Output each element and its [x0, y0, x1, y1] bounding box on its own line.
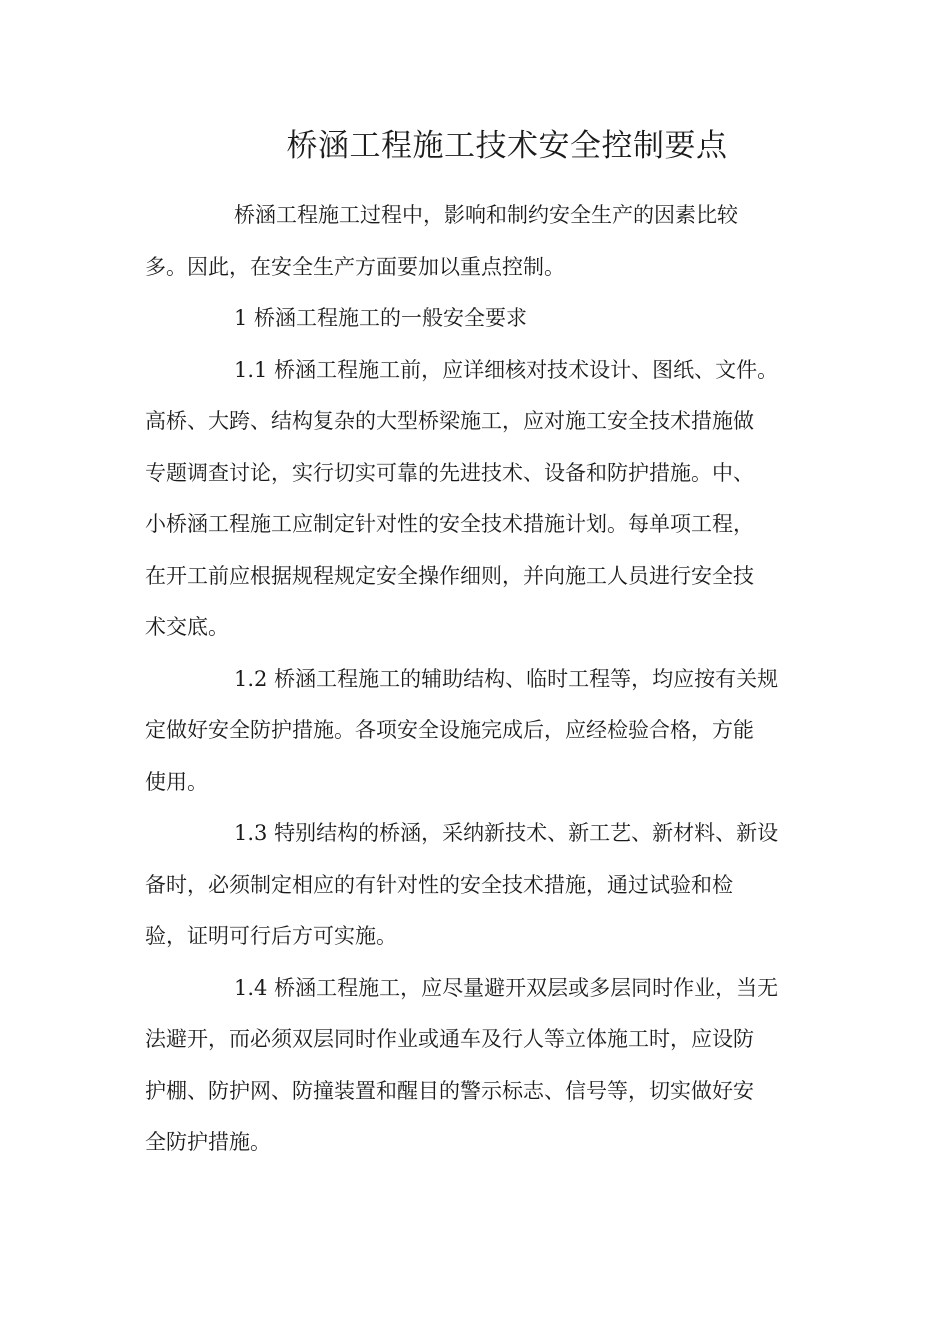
- paragraph-line: 验，证明可行后方可实施。: [145, 924, 397, 948]
- paragraph-line: 备时，必须制定相应的有针对性的安全技术措施，通过试验和检: [145, 873, 733, 897]
- paragraph-line: 1.3 特别结构的桥涵，采纳新技术、新工艺、新材料、新设: [234, 821, 779, 845]
- paragraph-line: 在开工前应根据规程规定安全操作细则，并向施工人员进行安全技: [145, 564, 754, 588]
- paragraph-line: 法避开，而必须双层同时作业或通车及行人等立体施工时，应设防: [145, 1027, 754, 1051]
- paragraph-line: 使用。: [145, 770, 208, 794]
- section-heading: 1 桥涵工程施工的一般安全要求: [234, 306, 528, 330]
- paragraph-line: 专题调查讨论，实行切实可靠的先进技术、设备和防护措施。中、: [145, 461, 754, 485]
- paragraph-line: 多。因此，在安全生产方面要加以重点控制。: [145, 255, 565, 279]
- paragraph-line: 定做好安全防护措施。各项安全设施完成后，应经检验合格，方能: [145, 718, 754, 742]
- paragraph-line: 术交底。: [145, 615, 229, 639]
- paragraph-line: 高桥、大跨、结构复杂的大型桥梁施工，应对施工安全技术措施做: [145, 409, 754, 433]
- paragraph-line: 1.1 桥涵工程施工前，应详细核对技术设计、图纸、文件。: [234, 358, 779, 382]
- paragraph-line: 1.2 桥涵工程施工的辅助结构、临时工程等，均应按有关规: [234, 667, 779, 691]
- paragraph-line: 全防护措施。: [145, 1130, 271, 1154]
- paragraph-line: 小桥涵工程施工应制定针对性的安全技术措施计划。每单项工程，: [145, 512, 754, 536]
- paragraph-line: 1.4 桥涵工程施工，应尽量避开双层或多层同时作业，当无: [234, 976, 779, 1000]
- document-title: 桥涵工程施工技术安全控制要点: [286, 128, 728, 164]
- paragraph-line: 护棚、防护网、防撞装置和醒目的警示标志、信号等，切实做好安: [145, 1079, 754, 1103]
- paragraph-line: 桥涵工程施工过程中，影响和制约安全生产的因素比较: [234, 203, 738, 227]
